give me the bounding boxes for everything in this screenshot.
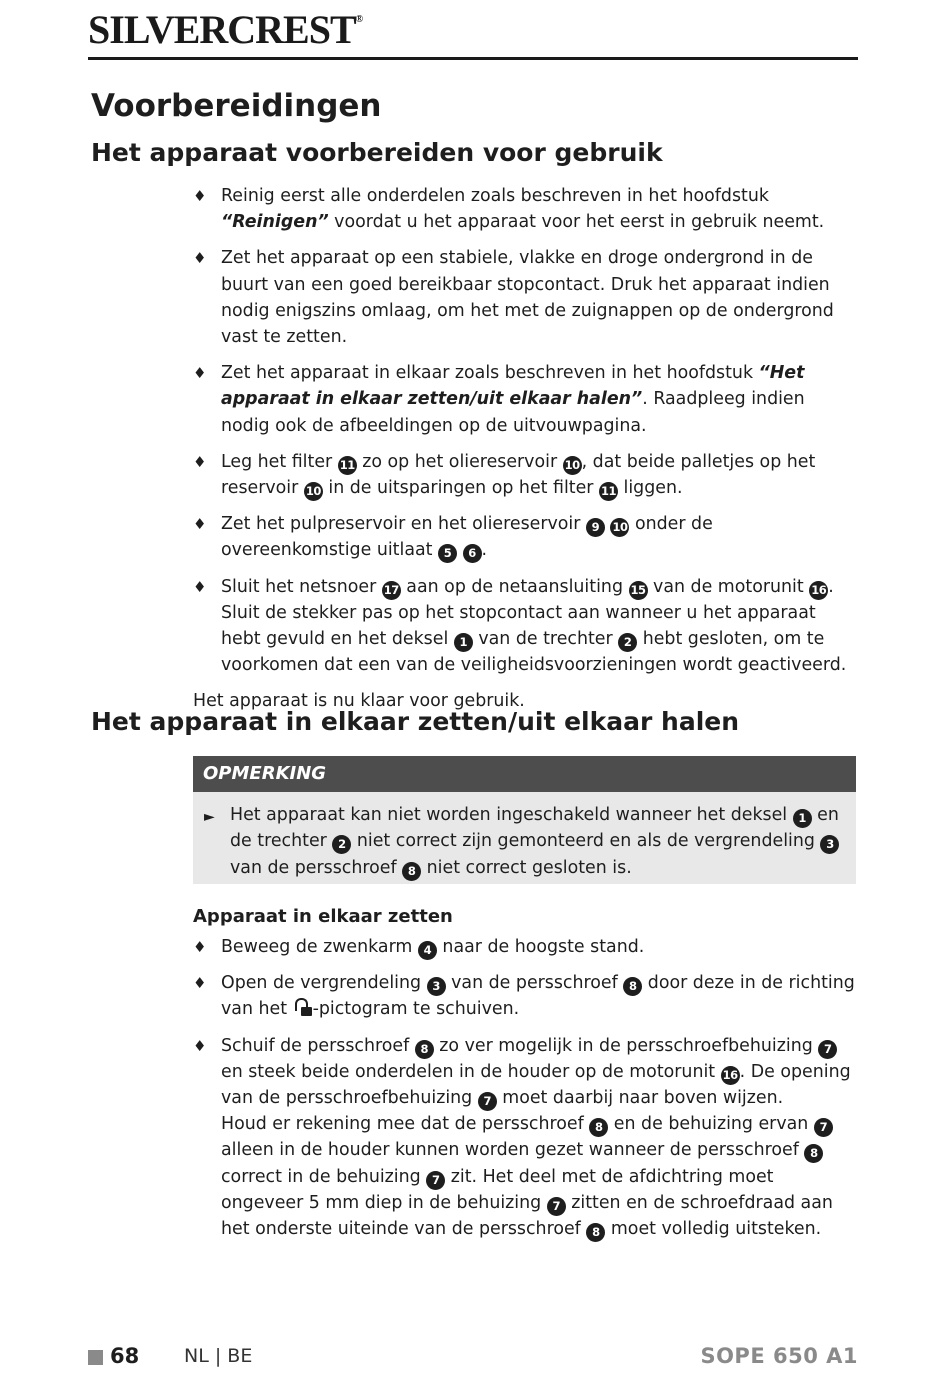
unlock-icon-part	[301, 1007, 312, 1016]
text-run: aan op de netaansluiting	[400, 576, 629, 597]
section-heading-prepare: Het apparaat voorbereiden voor gebruik	[91, 138, 663, 167]
part-number-badge: 8	[415, 1040, 434, 1059]
list-item	[193, 574, 858, 679]
brand-logo	[88, 6, 362, 53]
text-run: van de motorunit	[647, 576, 810, 597]
bullet-diamond-icon: ♦	[193, 974, 207, 993]
part-number-badge: 11	[599, 482, 618, 501]
part-number-badge: 4	[418, 941, 437, 960]
text-run: Leg het filter	[221, 451, 338, 472]
text-run: “Reinigen”	[221, 212, 329, 233]
part-number-badge: 8	[402, 862, 421, 881]
text-run: zit. Het deel met de afdichtring moet ongeveer 5 mm diep in de behuizing	[221, 1166, 774, 1213]
part-number-badge: 7	[478, 1092, 497, 1111]
part-number-badge: 7	[426, 1171, 445, 1190]
text-run: Houd er rekening mee dat de persschroef	[221, 1114, 590, 1135]
page-number: 68	[110, 1344, 140, 1368]
list-item	[193, 970, 858, 1022]
part-number-badge: 1	[454, 633, 473, 652]
text-run: van de persschroef	[230, 857, 403, 878]
part-number-badge: 5	[438, 544, 457, 563]
list-item	[193, 1033, 858, 1243]
part-number-badge: 6	[463, 544, 482, 563]
bullet-diamond-icon: ♦	[193, 364, 207, 383]
text-run: en de behuizing ervan	[608, 1114, 814, 1135]
text-run: van de persschroef	[445, 973, 624, 994]
bullet-diamond-icon: ♦	[193, 452, 207, 471]
text-run: naar de hoogste stand.	[436, 937, 645, 957]
text-run: zo op het oliereservoir	[356, 451, 563, 472]
text-run: onder de overeenkomstige uitlaat	[221, 514, 713, 561]
page-title: Voorbereidingen	[91, 88, 382, 124]
part-number-badge: 8	[589, 1118, 608, 1137]
part-number-badge: 7	[814, 1118, 833, 1137]
text-run: Schuif de persschroef	[221, 1035, 415, 1056]
text-run: Zet het apparaat op een stabiele, vlakke en droge ondergrond in de buurt van een goed bereikbaar stopcontact. Druk het apparaat indien nodig enigszins omlaag, om het met de zuignappen op de ondergrond vast te zetten.	[221, 248, 834, 348]
bullet-diamond-icon: ♦	[193, 187, 207, 205]
closing-text: Het apparaat is nu klaar voor gebruik.	[193, 691, 525, 712]
section-heading-assemble: Het apparaat in elkaar zetten/uit elkaar halen	[91, 707, 740, 736]
part-number-badge: 10	[610, 518, 629, 537]
bullet-diamond-icon: ♦	[193, 249, 207, 268]
note-label: OPMERKING	[193, 756, 856, 792]
text-run: niet correct zijn gemonteerd en als de vergrendeling	[351, 831, 821, 852]
text-run: .	[828, 576, 834, 597]
bullet-diamond-icon: ♦	[193, 1036, 207, 1055]
text-run: zo ver mogelijk in de persschroefbehuizing	[433, 1035, 819, 1056]
note-box	[193, 756, 856, 884]
footer-square-icon	[88, 1350, 103, 1365]
list-item	[193, 449, 858, 501]
part-number-badge: 16	[721, 1066, 740, 1085]
header-rule	[88, 57, 858, 60]
text-run: Open de vergrendeling	[221, 973, 427, 994]
text-run: “Het apparaat in elkaar zetten/uit elkaar halen”	[221, 363, 805, 410]
part-number-badge: 10	[304, 482, 323, 501]
text-run: .	[481, 540, 488, 561]
model-number: SOPE 650 A1	[700, 1344, 858, 1368]
part-number-badge: 11	[338, 456, 357, 475]
text-run: Beweeg de zwenkarm	[221, 937, 418, 957]
text-run: moet volledig uitsteken.	[605, 1219, 822, 1240]
arrow-right-icon: ►	[204, 809, 215, 825]
list-item	[193, 511, 858, 563]
part-number-badge: 1	[793, 809, 812, 828]
bullet-diamond-icon: ♦	[193, 577, 207, 596]
unlock-icon	[293, 998, 313, 1017]
part-number-badge: 8	[804, 1144, 823, 1163]
part-number-badge: 9	[586, 518, 605, 537]
assemble-list	[193, 934, 858, 1252]
bullet-diamond-icon: ♦	[193, 515, 207, 534]
part-number-badge: 17	[382, 581, 401, 600]
text-run: zitten en de schroefdraad aan het onderste uiteinde van de persschroef	[221, 1192, 833, 1240]
text-run: -pictogram te schuiven.	[312, 999, 520, 1020]
part-number-badge: 3	[820, 835, 839, 854]
text-run: ®	[355, 14, 363, 25]
part-number-badge: 8	[586, 1223, 605, 1242]
language-code: NL | BE	[184, 1345, 253, 1367]
part-number-badge: 10	[563, 456, 582, 475]
list-item	[193, 934, 858, 960]
list-item	[193, 360, 858, 439]
text-run: . Raadpleeg indien nodig ook de afbeeldingen op de uitvouwpagina.	[221, 389, 805, 436]
text-run: en steek beide onderdelen in de houder op de motorunit	[221, 1061, 721, 1082]
bullet-diamond-icon: ♦	[193, 938, 207, 956]
part-number-badge: 3	[427, 977, 446, 996]
part-number-badge: 2	[618, 633, 637, 652]
list-item	[193, 245, 858, 350]
page-footer	[88, 1344, 858, 1372]
text-run: , dat beide palletjes op het reservoir	[221, 451, 816, 499]
prepare-list	[193, 183, 858, 715]
text-run: in de uitsparingen op het filter	[322, 478, 599, 499]
text-run: liggen.	[617, 478, 683, 499]
text-run: Sluit de stekker pas op het stopcontact aan wanneer u het apparaat hebt gevuld en het deksel	[221, 602, 816, 650]
text-run: Sluit het netsnoer	[221, 576, 382, 597]
part-number-badge: 7	[547, 1197, 566, 1216]
text-run: moet daarbij naar boven wijzen.	[496, 1088, 784, 1109]
text-run: Zet het pulpreservoir en het oliereservoir	[221, 514, 586, 535]
text-run: SILVERCREST	[88, 7, 356, 52]
list-item	[193, 183, 858, 235]
text-run: hebt gesloten, om te voorkomen dat een van de veiligheidsvoorzieningen wordt geactiveerd.	[221, 629, 847, 676]
text-run: correct in de behuizing	[221, 1166, 427, 1187]
text-run: van de trechter	[472, 629, 619, 650]
part-number-badge: 15	[629, 581, 648, 600]
text-run: . De opening van de persschroefbehuizing	[221, 1061, 851, 1109]
text-run: en de trechter	[230, 805, 839, 852]
part-number-badge: 7	[818, 1040, 837, 1059]
note-body	[193, 792, 856, 884]
text-run: niet correct gesloten is.	[421, 857, 632, 878]
text-run: Het apparaat kan niet worden ingeschakeld wanneer het deksel	[230, 805, 793, 825]
text-run: voordat u het apparaat voor het eerst in gebruik neemt.	[328, 212, 825, 233]
text-run: alleen in de houder kunnen worden gezet wanneer de persschroef	[221, 1140, 805, 1161]
part-number-badge: 2	[332, 835, 351, 854]
part-number-badge: 16	[809, 581, 828, 600]
part-number-badge: 8	[623, 977, 642, 996]
text-run: Zet het apparaat in elkaar zoals beschreven in het hoofdstuk	[221, 363, 759, 384]
subheading-assemble: Apparaat in elkaar zetten	[193, 906, 453, 927]
text-run: door deze in de richting van het	[221, 973, 855, 1020]
text-run: Reinig eerst alle onderdelen zoals beschreven in het hoofdstuk	[221, 186, 769, 206]
